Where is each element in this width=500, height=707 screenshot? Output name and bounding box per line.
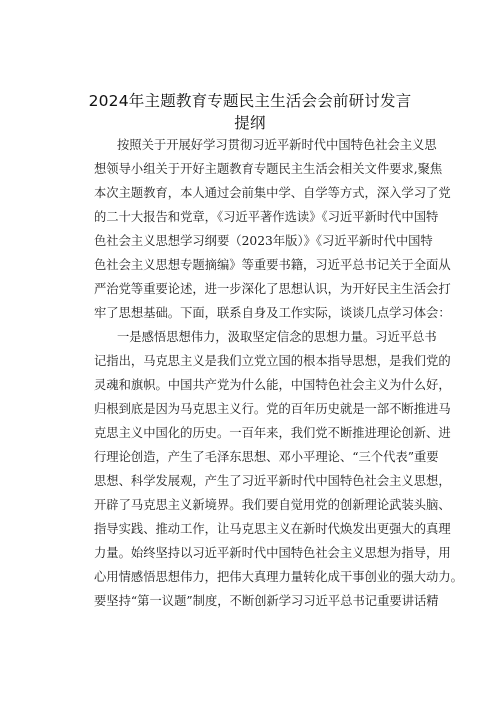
paragraph-1-line: 想领导小组关于开好主题教育专题民主生活会相关文件要求,聚焦	[94, 162, 443, 176]
paragraph-2-line: 灵魂和旗帜。中国共产党为什么能，中国特色社会主义为什么好，	[94, 378, 451, 392]
paragraph-1-line: 的二十大报告和党章，《习近平著作选读》《习近平新时代中国特	[94, 210, 439, 224]
paragraph-2-line: 归根到底是因为马克思主义行。党的百年历史就是一部不断推进马	[94, 402, 451, 416]
paragraph-2-line: 思想、科学发展观，产生了习近平新时代中国特色社会主义思想，	[94, 474, 451, 488]
paragraph-1-line: 牢了思想基础。下面，联系自身及工作实际，谈谈几点学习体会：	[94, 306, 451, 320]
document-title-line-2: 提纲	[234, 114, 266, 132]
paragraph-2-line: 记指出，马克思主义是我们立党立国的根本指导思想，是我们党的	[94, 354, 451, 368]
document-title-line-1: 2024年主题教育专题民主生活会会前研讨发言	[88, 92, 412, 110]
paragraph-1-line: 严治党等重要论述，进一步深化了思想认识，为开好民主生活会打	[94, 282, 451, 296]
paragraph-2-line: 克思主义中国化的历史。一百年来，我们党不断推进理论创新、进	[94, 426, 451, 440]
paragraph-2-line: 一是感悟思想伟力，汲取坚定信念的思想力量。习近平总书	[117, 330, 437, 344]
paragraph-1-line: 色社会主义思想专题摘编》等重要书籍，习近平总书记关于全面从	[94, 258, 451, 272]
paragraph-1-line: 按照关于开展好学习贯彻习近平新时代中国特色社会主义思	[117, 138, 437, 152]
paragraph-2-line: 指导实践、推动工作，让马克思主义在新时代焕发出更强大的真理	[94, 522, 451, 536]
paragraph-1-line: 本次主题教育，本人通过会前集中学、自学等方式，深入学习了党	[94, 186, 451, 200]
paragraph-1-line: 色社会主义思想学习纲要（2023年版）》《习近平新时代中国特	[94, 234, 433, 248]
paragraph-2-line: 力量。始终坚持以习近平新时代中国特色社会主义思想为指导，用	[94, 546, 451, 560]
paragraph-2-line: 心用情感悟思想伟力，把伟大真理力量转化成干事创业的强大动力。	[94, 570, 463, 584]
paragraph-2-line: 行理论创造，产生了毛泽东思想、邓小平理论、“三个代表”重要	[94, 450, 439, 464]
paragraph-2-line: 开辟了马克思主义新境界。我们要自觉用党的创新理论武装头脑、	[94, 498, 451, 512]
paragraph-2-line: 要坚持“第一议题”制度，不断创新学习习近平总书记重要讲话精	[94, 594, 439, 608]
